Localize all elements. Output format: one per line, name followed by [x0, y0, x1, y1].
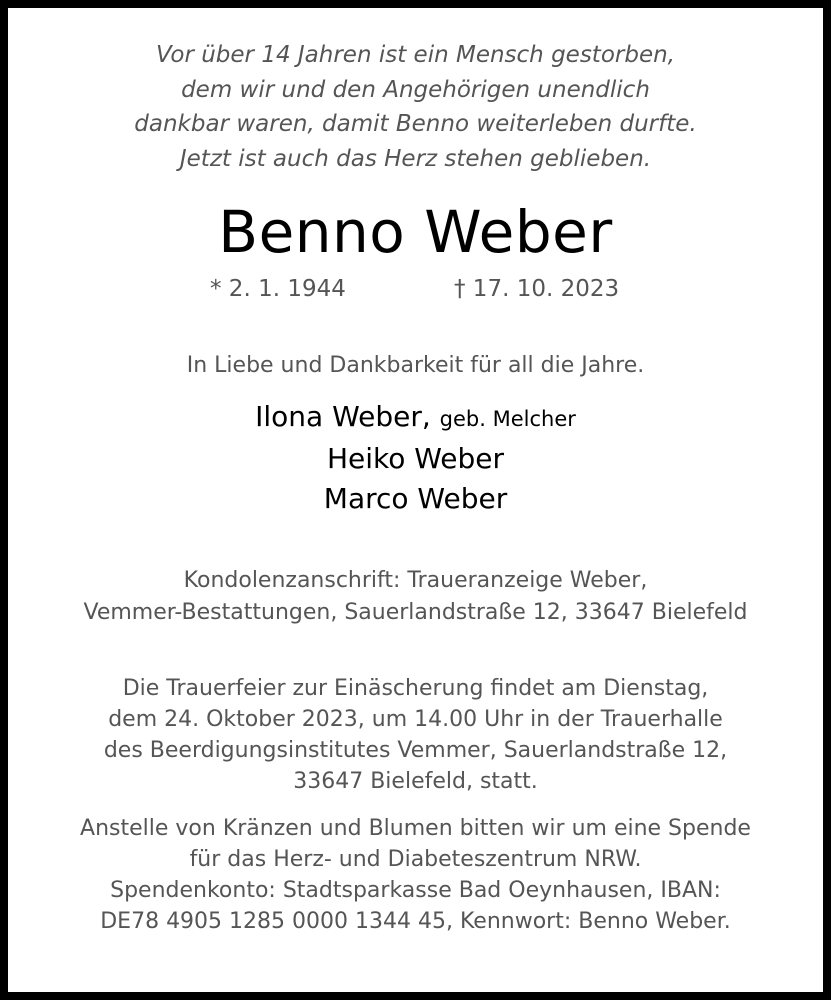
ceremony-line: dem 24. Oktober 2023, um 14.00 Uhr in der Trauerhalle	[108, 707, 723, 732]
address-line: Kondolenzanschrift: Traueranzeige Weber,	[183, 568, 648, 593]
ceremony-line: des Beerdigungsinstitutes Vemmer, Sauerlandstraße 12,	[103, 738, 728, 763]
ceremony-line: 33647 Bielefeld, statt.	[293, 769, 538, 794]
donation-line: DE78 4905 1285 0000 1344 45, Kennwort: Benno Weber.	[100, 909, 731, 934]
mourner-name-text: Ilona Weber,	[255, 400, 431, 433]
birth-date: * 2. 1. 1944	[210, 276, 346, 302]
obituary-notice	[8, 8, 823, 992]
intro-poem	[8, 38, 823, 176]
mourner-name	[8, 397, 823, 439]
ceremony-line: Die Trauerfeier zur Einäscherung findet am Dienstag,	[122, 676, 709, 701]
intro-line: dem wir und den Angehörigen unendlich	[181, 76, 650, 103]
mourners-list	[8, 397, 823, 519]
condolence-address	[8, 565, 823, 629]
thanks-line: In Liebe und Dankbarkeit für all die Jahre.	[186, 353, 645, 378]
address-line: Vemmer-Bestattungen, Sauerlandstraße 12, 33647 Bielefeld	[83, 600, 748, 625]
deceased-name: Benno Weber	[218, 198, 613, 266]
mourner-maiden-name: geb. Melcher	[439, 407, 576, 431]
mourner-name: Heiko Weber	[326, 442, 505, 475]
donation-info	[8, 813, 823, 937]
intro-line: Jetzt ist auch das Herz stehen geblieben.	[179, 145, 652, 172]
donation-line: für das Herz- und Diabeteszentrum NRW.	[189, 847, 642, 872]
funeral-ceremony-info	[8, 673, 823, 797]
intro-line: Vor über 14 Jahren ist ein Mensch gestorben,	[156, 42, 675, 68]
mourner-name: Marco Weber	[323, 482, 508, 515]
donation-line: Spendenkonto: Stadtsparkasse Bad Oeynhausen, IBAN:	[110, 878, 721, 903]
death-date: † 17. 10. 2023	[454, 276, 620, 302]
intro-line: dankbar waren, damit Benno weiterleben durfte.	[134, 111, 697, 137]
donation-line: Anstelle von Kränzen und Blumen bitten wir um eine Spende	[80, 816, 751, 841]
